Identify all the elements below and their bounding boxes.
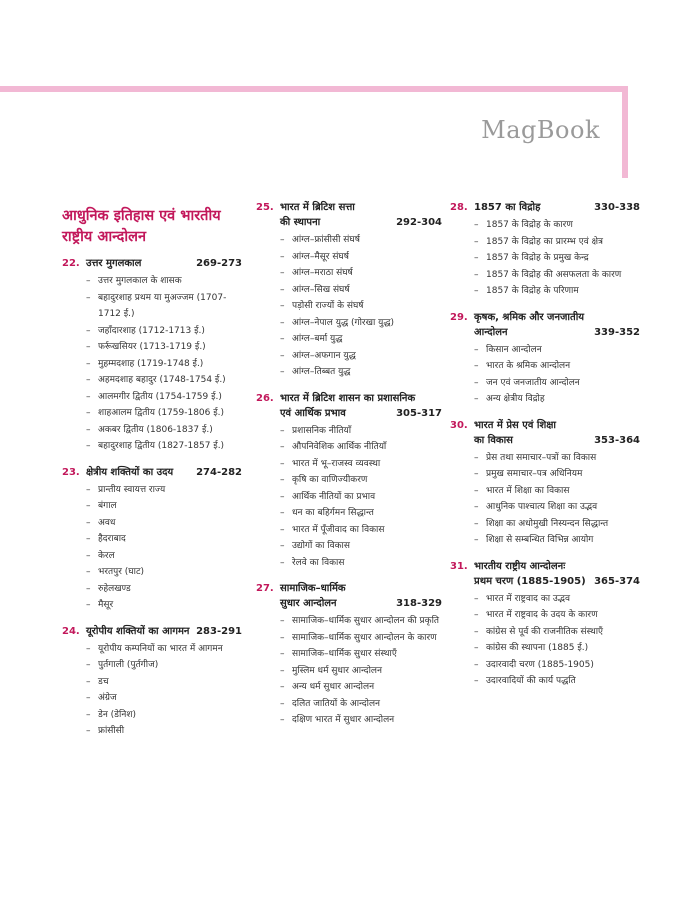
- item-dash: –: [86, 342, 91, 352]
- item-text: सामाजिक–धार्मिक सुधार आन्दोलन की प्रकृति: [292, 616, 440, 626]
- toc-item: [474, 483, 640, 500]
- toc-section: [450, 418, 640, 549]
- toc-column-3: [450, 200, 640, 700]
- section-title: उत्तर मुगलकाल: [86, 258, 142, 269]
- section-items: [256, 232, 442, 381]
- section-number: 28.: [450, 202, 468, 213]
- section-pages: 305-317: [396, 407, 442, 419]
- section-title-line2: का विकास: [474, 434, 513, 446]
- toc-item: [280, 663, 442, 680]
- item-text: फर्रूखसियर (1713-1719 ई.): [98, 342, 206, 352]
- item-text: उत्तर मुगलकाल के शासक: [98, 276, 182, 286]
- toc-item: [280, 613, 442, 630]
- section-number: 23.: [62, 466, 80, 478]
- toc-column-1: [62, 200, 242, 750]
- item-dash: –: [86, 517, 91, 528]
- toc-item: [474, 624, 640, 641]
- section-number: 25.: [256, 202, 274, 213]
- item-dash: –: [86, 643, 91, 654]
- section-number: 22.: [62, 258, 80, 269]
- item-text: केरल: [98, 550, 115, 561]
- item-text: आंग्ल–बर्मा युद्ध: [292, 334, 343, 344]
- toc-item: [86, 372, 242, 389]
- toc-item: [280, 696, 442, 713]
- toc-item: [86, 422, 242, 439]
- item-dash: –: [86, 600, 91, 610]
- toc-item: [86, 438, 242, 455]
- section-header: [256, 200, 442, 215]
- section-pages: 283-291: [196, 625, 242, 637]
- section-title-line2: प्रथम चरण (1885-1905): [474, 575, 586, 587]
- item-dash: –: [474, 253, 479, 263]
- toc-item: [86, 564, 242, 581]
- item-dash: –: [280, 284, 285, 295]
- item-text: आंग्ल–फ्रांसीसी संघर्ष: [292, 235, 360, 245]
- toc-item: [280, 522, 442, 539]
- item-text: प्रशासनिक नीतियाँ: [292, 425, 352, 436]
- item-dash: –: [474, 269, 479, 280]
- item-dash: –: [280, 442, 285, 452]
- item-text: प्रान्तीय स्वायत्त राज्य: [98, 484, 166, 495]
- item-text: आंग्ल–सिख संघर्ष: [292, 284, 350, 295]
- item-text: आर्थिक नीतियों का प्रभाव: [292, 491, 376, 502]
- toc-item: [86, 356, 242, 373]
- section-title-line2: की स्थापना: [280, 217, 321, 228]
- toc-section: [62, 256, 242, 455]
- item-text: उद्योगों का विकास: [292, 541, 350, 551]
- section-pages: 353-364: [594, 434, 640, 446]
- toc-item: [86, 674, 242, 691]
- item-dash: –: [280, 317, 285, 328]
- section-header-continued: [450, 433, 640, 448]
- item-dash: –: [86, 676, 91, 687]
- toc-item: [474, 358, 640, 375]
- section-items: [450, 217, 640, 300]
- item-dash: –: [474, 676, 479, 686]
- item-dash: –: [86, 583, 91, 594]
- item-dash: –: [280, 508, 285, 518]
- toc-section: [450, 559, 640, 690]
- toc-section: [450, 310, 640, 408]
- item-text: आंग्ल–नेपाल युद्ध (गोरखा युद्ध): [292, 317, 395, 328]
- item-dash: –: [474, 394, 479, 404]
- item-dash: –: [474, 236, 479, 247]
- toc-item: [474, 234, 640, 251]
- item-dash: –: [86, 325, 91, 336]
- toc-item: [474, 342, 640, 359]
- toc-item: [280, 679, 442, 696]
- section-items: [450, 450, 640, 549]
- item-text: डेन (डेनिश): [98, 709, 136, 720]
- toc-item: [86, 405, 242, 422]
- section-header: [450, 418, 640, 433]
- item-dash: –: [86, 550, 91, 561]
- top-rule: [0, 86, 628, 92]
- toc-item: [86, 548, 242, 565]
- item-dash: –: [86, 501, 91, 511]
- section-pages: 339-352: [594, 326, 640, 338]
- toc-section: [62, 624, 242, 740]
- item-dash: –: [86, 408, 91, 418]
- item-dash: –: [280, 475, 285, 485]
- toc-item: [86, 657, 242, 674]
- item-dash: –: [474, 610, 479, 620]
- section-items: [256, 423, 442, 572]
- item-text: भारत में भू–राजस्व व्यवस्था: [292, 458, 381, 469]
- toc-item: [474, 250, 640, 267]
- item-dash: –: [280, 334, 285, 344]
- toc-item: [280, 472, 442, 489]
- item-text: 1857 के विद्रोह की असफलता के कारण: [486, 269, 622, 280]
- item-text: रेलवे का विकास: [292, 557, 345, 568]
- item-text: अन्य धर्म सुधार आन्दोलन: [292, 682, 375, 692]
- toc-item: [86, 389, 242, 406]
- toc-item: [474, 673, 640, 690]
- section-title: भारत में ब्रिटिश शासन का प्रशासनिक: [280, 392, 416, 404]
- item-text: बंगाल: [98, 501, 117, 511]
- item-dash: –: [474, 535, 479, 545]
- item-text: 1857 के विद्रोह का प्रारम्भ एवं क्षेत्र: [486, 236, 604, 247]
- item-dash: –: [474, 377, 479, 388]
- toc-item: [86, 531, 242, 548]
- item-text: दक्षिण भारत में सुधार आन्दोलन: [292, 715, 395, 725]
- item-text: 1857 के विद्रोह के प्रमुख केन्द्र: [486, 253, 589, 263]
- item-dash: –: [280, 665, 285, 676]
- section-title-line2: सुधार आन्दोलन: [280, 598, 337, 609]
- item-dash: –: [474, 344, 479, 355]
- toc-item: [86, 290, 242, 323]
- item-dash: –: [280, 698, 285, 709]
- toc-item: [280, 364, 442, 381]
- toc-item: [474, 450, 640, 467]
- toc-item: [86, 323, 242, 340]
- item-text: आलमगीर द्वितीय (1754-1759 ई.): [98, 391, 222, 402]
- section-header-continued: [256, 596, 442, 611]
- toc-item: [474, 532, 640, 549]
- section-title: क्षेत्रीय शक्तियों का उदय: [86, 466, 174, 478]
- item-dash: –: [86, 441, 91, 451]
- item-dash: –: [474, 593, 479, 604]
- toc-item: [86, 482, 242, 499]
- toc-item: [280, 331, 442, 348]
- section-header-continued: [450, 574, 640, 589]
- item-dash: –: [280, 491, 285, 502]
- section-pages: 274-282: [196, 466, 242, 478]
- toc-item: [474, 267, 640, 284]
- toc-item: [86, 581, 242, 598]
- section-header: [256, 391, 442, 406]
- item-text: बहादुरशाह द्वितीय (1827-1857 ई.): [98, 441, 225, 451]
- item-text: अन्य क्षेत्रीय विद्रोह: [486, 394, 545, 404]
- section-header: [450, 559, 640, 574]
- toc-item: [86, 498, 242, 515]
- section-pages: 318-329: [396, 598, 442, 609]
- toc-item: [86, 597, 242, 614]
- item-text: धन का बहिर्गमन सिद्धान्त: [292, 508, 374, 518]
- item-text: कांग्रेस की स्थापना (1885 ई.): [486, 643, 589, 653]
- section-pages: 292-304: [396, 217, 442, 228]
- section-title: भारतीय राष्ट्रीय आन्दोलनः: [474, 560, 566, 572]
- item-text: किसान आन्दोलन: [486, 344, 542, 355]
- item-dash: –: [86, 484, 91, 495]
- section-items: [62, 273, 242, 455]
- item-text: शिक्षा का अधोमुखी निस्यन्दन सिद्धान्त: [486, 518, 609, 529]
- section-items: [62, 641, 242, 740]
- item-dash: –: [86, 726, 91, 736]
- section-title-line2: एवं आर्थिक प्रभाव: [280, 407, 346, 419]
- item-text: भारत में राष्ट्रवाद के उदय के कारण: [486, 610, 598, 620]
- item-dash: –: [280, 367, 285, 377]
- toc-item: [86, 515, 242, 532]
- item-text: कांग्रेस से पूर्व की राजनीतिक संस्थाएँ: [486, 626, 604, 637]
- item-text: यूरोपीय कम्पनियों का भारत में आगमन: [98, 643, 223, 654]
- item-text: सामाजिक–धार्मिक सुधार संस्थाएँ: [292, 649, 397, 659]
- section-header-continued: [256, 406, 442, 421]
- item-text: आंग्ल–मैसूर संघर्ष: [292, 251, 349, 262]
- toc-item: [474, 217, 640, 234]
- item-dash: –: [474, 220, 479, 230]
- section-title-line2: आन्दोलन: [474, 326, 508, 338]
- toc-column-2: [256, 200, 442, 739]
- toc-item: [86, 273, 242, 290]
- item-text: आंग्ल–मराठा संघर्ष: [292, 268, 353, 278]
- toc-item: [474, 516, 640, 533]
- item-dash: –: [474, 469, 479, 479]
- item-text: मुहम्मदशाह (1719-1748 ई.): [98, 358, 204, 369]
- item-dash: –: [86, 276, 91, 286]
- toc-item: [280, 282, 442, 299]
- section-items: [450, 342, 640, 408]
- section-title: 1857 का विद्रोह: [474, 202, 541, 213]
- section-header: [62, 465, 242, 480]
- item-text: प्रेस तथा समाचार–पत्रों का विकास: [486, 452, 597, 463]
- toc-item: [280, 298, 442, 315]
- section-header: [450, 310, 640, 325]
- section-header: [256, 581, 442, 596]
- item-text: अवध: [98, 517, 116, 528]
- item-dash: –: [474, 643, 479, 653]
- section-title: यूरोपीय शक्तियों का आगमन: [86, 625, 190, 637]
- toc-item: [280, 538, 442, 555]
- item-text: भारत के श्रमिक आन्दोलन: [486, 361, 571, 371]
- section-pages: 365-374: [594, 575, 640, 587]
- item-text: रुहेलखण्ड: [98, 583, 131, 594]
- section-number: 26.: [256, 392, 274, 404]
- toc-item: [86, 690, 242, 707]
- item-dash: –: [86, 693, 91, 703]
- item-text: आंग्ल–अफगान युद्ध: [292, 350, 356, 361]
- toc-item: [474, 375, 640, 392]
- page-heading: आधुनिक इतिहास एवं भारतीय राष्ट्रीय आन्दोलन: [62, 208, 221, 245]
- toc-item: [474, 499, 640, 516]
- item-dash: –: [474, 361, 479, 371]
- section-title: सामाजिक–धार्मिक: [280, 583, 346, 594]
- section-number: 29.: [450, 311, 468, 323]
- section-header-continued: [450, 325, 640, 340]
- toc-item: [280, 456, 442, 473]
- section-pages: 330-338: [594, 202, 640, 213]
- toc-section: [256, 200, 442, 381]
- item-text: डच: [98, 676, 109, 687]
- item-text: जन एवं जनजातीय आन्दोलन: [486, 377, 580, 388]
- item-dash: –: [86, 391, 91, 402]
- item-text: अंग्रेज: [98, 693, 117, 703]
- toc-item: [474, 466, 640, 483]
- item-dash: –: [280, 616, 285, 626]
- toc-item: [280, 555, 442, 572]
- section-title: भारत में ब्रिटिश सत्ता: [280, 202, 355, 213]
- item-text: मैसूर: [98, 600, 114, 610]
- toc-item: [280, 232, 442, 249]
- toc-item: [86, 707, 242, 724]
- item-dash: –: [474, 452, 479, 463]
- item-text: शाहआलम द्वितीय (1759-1806 ई.): [98, 408, 225, 418]
- section-items: [256, 613, 442, 729]
- item-dash: –: [474, 485, 479, 496]
- item-text: 1857 के विद्रोह के परिणाम: [486, 286, 579, 296]
- item-text: औपनिवेशिक आर्थिक नीतियाँ: [292, 442, 387, 452]
- toc-item: [280, 265, 442, 282]
- item-dash: –: [280, 715, 285, 725]
- item-dash: –: [280, 301, 285, 311]
- item-dash: –: [474, 286, 479, 296]
- item-text: दलित जातियों के आन्दोलन: [292, 698, 381, 709]
- toc-item: [280, 348, 442, 365]
- item-dash: –: [280, 649, 285, 659]
- item-dash: –: [280, 632, 285, 643]
- section-header: [450, 200, 640, 215]
- item-dash: –: [280, 458, 285, 469]
- section-items: [62, 482, 242, 614]
- item-text: भारत में शिक्षा का विकास: [486, 485, 570, 496]
- item-text: प्रमुख समाचार–पत्र अधिनियम: [486, 469, 583, 479]
- item-text: अहमदशाह बहादुर (1748-1754 ई.): [98, 375, 226, 385]
- item-dash: –: [280, 524, 285, 535]
- item-dash: –: [86, 424, 91, 435]
- toc-item: [280, 249, 442, 266]
- section-header: [62, 256, 242, 271]
- item-dash: –: [280, 682, 285, 692]
- toc-item: [280, 505, 442, 522]
- section-number: 24.: [62, 625, 80, 637]
- section-items: [450, 591, 640, 690]
- section-header-continued: [256, 215, 442, 230]
- toc-item: [86, 641, 242, 658]
- item-dash: –: [474, 518, 479, 529]
- toc-item: [474, 657, 640, 674]
- toc-item: [474, 640, 640, 657]
- item-dash: –: [86, 660, 91, 670]
- item-text: भारत में राष्ट्रवाद का उद्भव: [486, 593, 570, 604]
- section-number: 31.: [450, 560, 468, 572]
- item-text: हैदराबाद: [98, 534, 126, 544]
- toc-item: [280, 489, 442, 506]
- item-dash: –: [86, 709, 91, 720]
- toc-section: [62, 465, 242, 614]
- item-text: भरतपुर (घाट): [98, 567, 145, 577]
- brand-logo: MagBook: [481, 116, 600, 144]
- toc-item: [280, 315, 442, 332]
- item-text: 1857 के विद्रोह के कारण: [486, 220, 573, 230]
- item-text: भारत में पूँजीवाद का विकास: [292, 524, 385, 535]
- toc-item: [474, 283, 640, 300]
- item-dash: –: [280, 268, 285, 278]
- item-dash: –: [280, 235, 285, 245]
- item-text: कृषि का वाणिज्यीकरण: [292, 475, 368, 485]
- item-dash: –: [280, 251, 285, 262]
- section-pages: 269-273: [196, 258, 242, 269]
- toc-item: [280, 439, 442, 456]
- item-text: पुर्तगाली (पुर्तगीज): [98, 660, 159, 670]
- item-text: उदारवादियों की कार्य पद्धति: [486, 676, 576, 686]
- item-dash: –: [86, 375, 91, 385]
- item-dash: –: [280, 541, 285, 551]
- section-title: भारत में प्रेस एवं शिक्षा: [474, 419, 557, 431]
- item-dash: –: [474, 502, 479, 512]
- item-text: आंग्ल–तिब्बत युद्ध: [292, 367, 351, 377]
- item-text: अकबर द्वितीय (1806-1837 ई.): [98, 424, 213, 435]
- section-number: 30.: [450, 419, 468, 431]
- section-title: कृषक, श्रमिक और जनजातीय: [474, 311, 585, 323]
- item-text: फ्रांसीसी: [98, 726, 125, 736]
- item-dash: –: [474, 659, 479, 670]
- item-dash: –: [86, 534, 91, 544]
- toc-item: [280, 646, 442, 663]
- item-dash: –: [280, 350, 285, 361]
- item-text: बहादुरशाह प्रथम या मुअज्जम (1707-1712 ई.): [98, 292, 227, 319]
- toc-section: [256, 581, 442, 729]
- toc-item: [86, 339, 242, 356]
- item-text: मुस्लिम धर्म सुधार आन्दोलन: [292, 665, 383, 676]
- item-dash: –: [86, 358, 91, 369]
- item-dash: –: [86, 567, 91, 577]
- toc-item: [280, 712, 442, 729]
- item-dash: –: [86, 292, 91, 303]
- toc-item: [280, 423, 442, 440]
- item-text: सामाजिक–धार्मिक सुधार आन्दोलन के कारण: [292, 632, 437, 643]
- toc-item: [474, 591, 640, 608]
- item-text: आधुनिक पाश्चात्य शिक्षा का उद्भव: [486, 502, 598, 512]
- side-rule: [622, 86, 628, 178]
- toc-item: [474, 391, 640, 408]
- toc-section: [256, 391, 442, 572]
- item-text: पड़ोसी राज्यों के संघर्ष: [292, 301, 364, 311]
- item-text: जहाँदारशाह (1712-1713 ई.): [98, 325, 205, 336]
- toc-item: [474, 607, 640, 624]
- section-header: [62, 624, 242, 639]
- section-number: 27.: [256, 583, 274, 594]
- item-text: शिक्षा से सम्बन्धित विभिन्न आयोग: [486, 535, 594, 545]
- toc-section: [450, 200, 640, 300]
- item-dash: –: [280, 425, 285, 436]
- toc-item: [86, 723, 242, 740]
- item-dash: –: [280, 557, 285, 568]
- item-text: उदारवादी चरण (1885-1905): [486, 659, 594, 670]
- item-dash: –: [474, 626, 479, 637]
- toc-item: [280, 630, 442, 647]
